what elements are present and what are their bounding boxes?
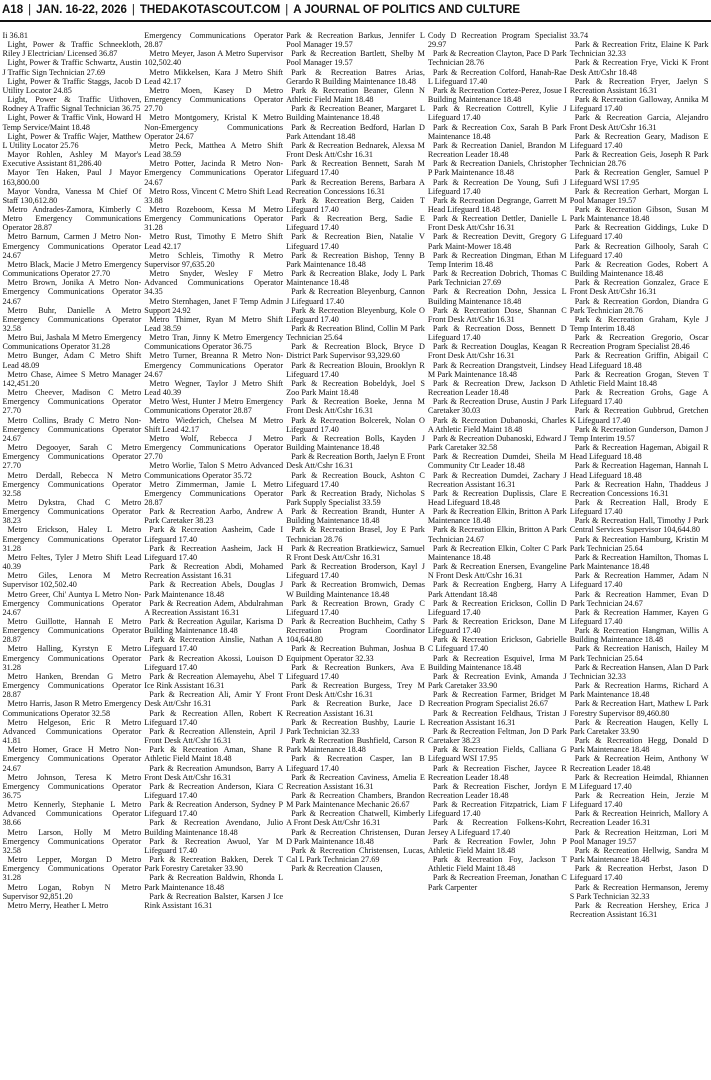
salary-entry: Park & Recreation Ali, Amir Y Front Desk Att/Cshr 16.31 <box>144 690 284 709</box>
salary-entry: Park & Recreation Anderson, Kiara C Lifeguard 17.40 <box>144 781 284 800</box>
masthead-separator: | <box>285 4 289 16</box>
salary-entry: Park & Recreation Hamburg, Kristin M Park Technician 25.64 <box>569 534 709 553</box>
salary-entry: Metro Black, Macie J Metro Emergency Communications Operator 27.70 <box>2 259 142 279</box>
salary-entry: Park & Recreation Graham, Kyle J Temp Interim 18.48 <box>569 314 709 333</box>
salary-entry: Park & Recreation Griffin, Abigail C Head Lifeguard 18.48 <box>569 351 709 370</box>
salary-entry: Metro Hanken, Brendan G Metro Emergency Communications Operator 28.87 <box>2 671 142 700</box>
salary-entry: Park & Recreation Brandt, Hunter A Building Maintenance 18.48 <box>286 507 425 526</box>
salary-entry: Light, Power & Traffic Wajer, Matthew L Utility Locator 25.76 <box>2 131 142 150</box>
salary-entry: Park & Recreation Chatwell, Kimberly A Front Desk Att/Cshr 16.31 <box>286 809 425 828</box>
salary-entry: Park & Recreation Ainslie, Nathan A Lifeguard 17.40 <box>144 635 284 654</box>
salary-entry: Park & Recreation Clayton, Pace D Park Technician 28.76 <box>427 49 567 68</box>
salary-entry: Metro Buhr, Danielle A Metro Emergency Communications Operator 32.58 <box>2 305 142 333</box>
salary-entry: Metro Barnum, Carmen J Metro Non-Emergency Communications Operator 24.67 <box>2 232 142 260</box>
issue-dates: JAN. 16-22, 2026 <box>36 4 127 16</box>
salary-entry: Park & Recreation Gonzalez, Grace E Front Desk Att/Cshr 16.31 <box>569 278 709 297</box>
salary-entry: Park & Recreation Abdi, Mohamed Recreation Assistant 16.31 <box>144 562 284 581</box>
salary-entry: Park & Recreation Awuol, Yar M Lifeguard 17.40 <box>144 836 284 855</box>
salary-entry: Park & Recreation Daniel, Brandon M Recreation Leader 18.48 <box>427 140 567 160</box>
salary-entry: Metro Brown, Jonika A Metro Non-Emergency Communications Operator 24.67 <box>2 278 142 306</box>
salary-entry: Metro Andrades-Zamora, Kimberly C Metro Emergency Communications Operator 28.87 <box>2 204 142 233</box>
salary-entry: Park & Recreation Bratkiewicz, Samuel R Front Desk Att/Cshr 16.31 <box>286 543 425 562</box>
salary-entry: Metro Schleis, Timothy R Metro Supervisor 97,635.20 <box>144 250 284 269</box>
salary-entry: Metro Wiederich, Chelsea M Metro Shift Lead 42.17 <box>144 415 284 434</box>
salary-entry: Park & Recreation Chambers, Brandon M Park Maintenance Mechanic 26.67 <box>286 790 425 810</box>
salary-entry: Park & Recreation Dubanoski, Edward J Park Caretaker 32.58 <box>427 433 567 453</box>
salary-entry: Metro Turner, Breanna R Metro Non-Emergency Communications Operator 24.67 <box>144 351 284 379</box>
salary-entry: Park & Recreation Beaner, Glenn N Athletic Field Maint 18.48 <box>286 85 425 105</box>
salary-entry: Park & Recreation Hamilton, Thomas L Park Maintenance 18.48 <box>569 552 709 572</box>
salary-entry: Park & Recreation Herbst, Jason D Lifeguard 17.40 <box>569 864 709 883</box>
salary-entry: Park & Recreation Bien, Natalie V Lifeguard 17.40 <box>286 232 425 251</box>
salary-entry: Metro Lepper, Morgan D Metro Emergency Communications Operator 31.28 <box>2 855 142 883</box>
text-column <box>143 31 285 1080</box>
salary-entry: Park & Recreation Berens, Barbara A Recreation Concessions 16.31 <box>286 177 425 196</box>
salary-entry: Park & Recreation Colford, Hanah-Rae L Lifeguard 17.40 <box>427 67 567 86</box>
salary-entry: Light, Power & Traffic Staggs, Jacob D Utility Locator 24.85 <box>2 76 142 95</box>
salary-entry: Park & Recreation Bunkers, Ava E Lifeguard 17.40 <box>286 662 425 681</box>
salary-entry: Park & Recreation Gunderson, Damon J Temp Interim 19.57 <box>569 424 709 443</box>
salary-entry: Park & Recreation Hansen, Alan D Park Technician 32.33 <box>569 662 709 681</box>
salary-entry: Park & Recreation Cortez-Perez, Josue I Building Maintenance 18.48 <box>427 85 567 105</box>
masthead-separator: | <box>28 4 32 16</box>
salary-entry: Metro Harris, Jason R Metro Emergency Communications Operator 32.58 <box>2 699 142 718</box>
salary-entry: Metro Collins, Brady C Metro Non-Emergency Communications Operator 24.67 <box>2 415 142 443</box>
salary-entry: Park & Recreation Avendano, Julio Building Maintenance 18.48 <box>144 818 284 837</box>
salary-entry: Park & Recreation Grohs, Gage A Lifeguard 17.40 <box>569 388 709 407</box>
salary-entry: Park & Recreation Dobrich, Thomas C Park Technician 27.69 <box>427 269 567 288</box>
salary-entry: Metro Derdall, Rebecca N Metro Emergency Communications Operator 32.58 <box>2 470 142 498</box>
salary-entry: Metro Homer, Grace H Metro Non-Emergency Communications Operator 24.67 <box>2 745 142 773</box>
salary-entry: Park & Recreation Barkus, Jennifer L Pool Manager 19.57 <box>286 31 425 50</box>
salary-entry: Park & Recreation Aasheim, Cade I Lifeguard 17.40 <box>144 525 284 544</box>
salary-entry: Park & Recreation Clausen, <box>291 864 383 874</box>
salary-entry: Park & Recreation Gordon, Diandra G Park Technician 28.76 <box>569 296 709 315</box>
salary-entry: Park & Recreation Blind, Collin M Park Technician 25.64 <box>286 324 425 343</box>
salary-entry: Park & Recreation Degrange, Garrett M Head Lifeguard 18.48 <box>427 195 567 214</box>
salary-entry: Park & Recreation Gerhart, Morgan L Pool Manager 19.57 <box>569 186 709 205</box>
salary-entry: Park & Recreation Hein, Jerzie M Lifeguard 17.40 <box>569 790 709 810</box>
publication-name: THEDAKOTASCOUT.COM <box>139 4 281 16</box>
salary-entry: Park & Recreation Drangstveit, Lindsey M Park Maintenance 18.48 <box>427 360 567 379</box>
salary-entry: Park & Recreation Engberg, Harry A Park Attendant 18.48 <box>427 580 567 599</box>
salary-entry: Park & Recreation Balster, Karsen J Ice Rink Assistant 16.31 <box>144 891 284 910</box>
salary-entry: Metro Kennerly, Stephanie L Metro Advanced Communications Operator 38.66 <box>2 800 142 828</box>
salary-entry: Park & Recreation Dingman, Ethan M Temp Interim 18.48 <box>427 250 567 269</box>
salary-entry: Park & Recreation Bolcerek, Nolan O Lifeguard 17.40 <box>286 415 425 434</box>
salary-entry: Metro Potter, Jacinda R Metro Non-Emergency Communications Operator 24.67 <box>144 159 284 187</box>
salary-entry: 33.74 <box>569 31 589 40</box>
salary-entry: Park & Recreation Haugen, Kelly L Park Caretaker 33.90 <box>569 717 709 736</box>
salary-entry: Park & Recreation Bolls, Kayden J Building Maintenance 18.48 <box>286 433 425 453</box>
salary-entry: Park & Recreation Beaner, Margaret L Building Maintenance 18.48 <box>286 104 425 123</box>
salary-entry: Park & Recreation Foy, Jackson T Athletic Field Maint 18.48 <box>427 855 567 874</box>
salary-entry: Light, Power & Traffic Schwartz, Austin J Traffic Sign Technician 27.69 <box>2 58 142 77</box>
salary-entry: Park & Recreation Bishop, Tenny B Park Maintenance 18.48 <box>286 250 425 269</box>
salary-entry: Park & Recreation Grogan, Steven T Athletic Field Maint 18.48 <box>569 369 709 388</box>
salary-listing <box>1 31 710 1080</box>
salary-entry: Park & Recreation Enersen, Evangeline N Front Desk Att/Cshr 16.31 <box>427 562 567 581</box>
salary-entry: Park & Recreation Borth, Jaelyn E Front Desk Att/Cshr 16.31 <box>286 452 425 471</box>
salary-entry: Park & Recreation Bakken, Derek T Park Forestry Caretaker 33.90 <box>144 855 284 874</box>
salary-entry: Park & Recreation Broderson, Kayl J Lifeguard 17.40 <box>286 562 425 581</box>
salary-entry: Metro Rust, Timothy E Metro Shift Lead 42.17 <box>144 232 284 251</box>
salary-entry: Metro Wolf, Rebecca J Metro Emergency Communications Operator 27.70 <box>144 433 284 462</box>
salary-entry: Metro Bui, Jashala M Metro Emergency Communications Operator 31.28 <box>2 333 142 352</box>
salary-entry: Cody D Recreation Program Specialist 29.97 <box>427 31 567 50</box>
salary-entry: Park & Recreation Block, Bryce D District Park Supervisor 93,329.60 <box>286 342 425 361</box>
salary-entry: Park & Recreation Cottrell, Kylie J Lifeguard 17.40 <box>427 104 567 123</box>
salary-entry: Park & Recreation Farmer, Bridget M Recreation Program Specialist 26.67 <box>427 690 567 709</box>
salary-entry: Park & Recreation Duplissis, Clare E Head Lifeguard 18.48 <box>427 488 567 507</box>
salary-entry: Metro Peck, Matthea A Metro Shift Lead 38.59 <box>144 140 284 160</box>
salary-entry: Park & Recreation Brasel, Joy E Park Technician 28.76 <box>286 525 425 544</box>
salary-entry: Park & Recreation Gengler, Samuel P Lifeguard WSI 17.95 <box>569 168 709 187</box>
salary-entry: Park & Recreation Bromwich, Demas W Building Maintenance 18.48 <box>286 580 425 599</box>
salary-entry: Metro Tran, Jinny K Metro Emergency Communications Operator 36.75 <box>144 333 284 352</box>
salary-entry: Park & Recreation Bennett, Sarah M Lifeguard 17.40 <box>286 159 425 178</box>
salary-entry: Park & Recreation Abels, Douglas J Park Maintenance 18.48 <box>144 580 284 599</box>
salary-entry: Metro Mikkelsen, Kara J Metro Shift Lead 42.17 <box>144 67 284 86</box>
salary-entry: Emergency Communications Operator 28.87 <box>144 31 284 50</box>
masthead <box>0 0 711 22</box>
salary-entry: Metro Montgomery, Kristal K Metro Non-Emergency Communications Operator 24.67 <box>144 113 284 141</box>
salary-entry: Metro Wegner, Taylor J Metro Shift Lead 40.39 <box>144 378 284 398</box>
salary-entry: Park & Recreation Heitzman, Lori M Pool Manager 19.57 <box>569 827 709 846</box>
salary-entry: Park & Recreation Folkens-Kohrt, Jersey A Lifeguard 17.40 <box>427 818 567 837</box>
salary-entry: Park & Recreation Dettler, Danielle L Front Desk Att/Cshr 16.31 <box>427 214 567 233</box>
salary-entry: Park & Recreation Fields, Calliana G Lifeguard WSI 17.95 <box>427 745 567 764</box>
salary-entry: Light, Power & Traffic Vink, Howard H Temp Service/Maint 18.48 <box>2 113 142 132</box>
salary-entry: Metro Snyder, Wesley F Metro Advanced Communications Operator 34.35 <box>144 269 284 297</box>
salary-entry: Park & Recreation Bobeldyk, Joel S Zoo Park Maint 18.48 <box>286 378 425 398</box>
salary-entry: Park & Recreation Esquivel, Irma M Building Maintenance 18.48 <box>427 653 567 672</box>
salary-entry: Light, Power & Traffic Uithoven, Rodney A Traffic Signal Technician 36.75 <box>2 95 142 114</box>
salary-entry: Park & Recreation Allenstein, April J Front Desk Att/Cshr 16.31 <box>144 726 284 746</box>
salary-entry: Park & Recreation Hageman, Abigail R Head Lifeguard 18.48 <box>569 443 709 462</box>
salary-entry: Metro Johnson, Teresa K Metro Emergency Communications Operator 36.75 <box>2 772 142 800</box>
salary-entry: Park & Recreation Christensen, Duran D Park Maintenance 18.48 <box>286 827 425 846</box>
salary-entry: Metro Meyer, Jason A Metro Supervisor 102,502.40 <box>144 49 284 68</box>
salary-entry: Metro Halling, Kyrstyn E Metro Emergency Communications Operator 31.28 <box>2 644 142 672</box>
salary-entry: Metro Rozeboom, Kessa M Metro Emergency Communications Operator 31.28 <box>144 204 284 233</box>
salary-entry: Park & Recreation Hammer, Evan D Park Technician 24.67 <box>569 589 709 608</box>
salary-entry: Park & Recreation Brown, Grady C Lifeguard 17.40 <box>286 598 425 617</box>
salary-entry: Park & Recreation Fowler, John P Athletic Field Maint 18.48 <box>427 836 567 855</box>
salary-entry: Metro Greer, Chi' Auntya L Metro Non-Emergency Communications Operator 24.67 <box>2 589 142 617</box>
salary-entry: Park & Recreation Bouck, Ashton C Lifeguard 17.40 <box>286 470 425 489</box>
salary-entry: Metro Helgeson, Eric R Metro Advanced Communications Operator 41.81 <box>2 717 142 746</box>
salary-entry: Park & Recreation Harms, Richard A Park Maintenance 18.48 <box>569 681 709 700</box>
salary-entry: Park & Recreation Heimdal, Rhiannen M Lifeguard 17.40 <box>569 772 709 791</box>
salary-entry: Park & Recreation Blouin, Brooklyn R Lifeguard 17.40 <box>286 360 425 379</box>
salary-entry: Park & Recreation Alemayehu, Abel T Ice Rink Assistant 16.31 <box>144 671 284 691</box>
salary-entry: Park & Recreation Dubanoski, Charles A Athletic Field Maint 18.48 <box>427 415 567 434</box>
salary-entry: Park & Recreation Bleyenburg, Kole O Lifeguard 17.40 <box>286 305 425 324</box>
salary-entry: Park & Recreation Bleyenburg, Cannon J Lifeguard 17.40 <box>286 287 425 306</box>
salary-entry: Park & Recreation Heim, Anthony W Recreation Leader 18.48 <box>569 754 709 773</box>
salary-entry: Park & Recreation Erickson, Dane M Lifeguard 17.40 <box>427 617 567 636</box>
salary-entry: Park & Recreation Bartlett, Shelby M Pool Manager 19.57 <box>286 49 425 68</box>
salary-entry: Metro Moen, Kasey D Metro Emergency Communications Operator 27.70 <box>144 85 284 114</box>
salary-entry: Park & Recreation Fryer, Jaelyn S Recreation Assistant 16.31 <box>569 76 709 95</box>
salary-entry: Park & Recreation Hermanson, Jeremy S Park Technician 32.33 <box>569 882 709 901</box>
salary-entry: Park & Recreation Anderson, Sydney P Lifeguard 17.40 <box>144 800 284 819</box>
salary-entry: Park & Recreation Giddings, Luke D Lifeguard 17.40 <box>569 223 709 242</box>
salary-entry: Park & Recreation Bushby, Laurie L Park Technician 32.33 <box>286 717 425 736</box>
salary-entry: Metro Sternhagen, Janet F Temp Admin Support 24.92 <box>144 296 284 315</box>
salary-entry: Park & Recreation Galloway, Annika M Lifeguard 17.40 <box>569 95 709 114</box>
salary-entry: Park & Recreation Heinrich, Mallory A Recreation Leader 16.31 <box>569 809 709 828</box>
salary-entry: Park & Recreation Allen, Robert K Lifeguard 17.40 <box>144 708 284 727</box>
salary-entry: Park & Recreation Godes, Robert A Building Maintenance 18.48 <box>569 259 709 279</box>
salary-entry: Metro Erickson, Haley L Metro Emergency Communications Operator 31.28 <box>2 525 142 553</box>
salary-entry: Park & Recreation Dumdei, Zachary J Recreation Assistant 16.31 <box>427 470 567 489</box>
salary-entry: Park & Recreation Christensen, Lucas, Cal L Park Technician 27.69 <box>286 845 425 865</box>
salary-entry: Park & Recreation Frye, Vicki K Front Desk Att/Cshr 18.48 <box>569 58 709 77</box>
salary-entry: Metro Zimmerman, Jamie L Metro Emergency Communications Operator 28.87 <box>144 479 284 507</box>
masthead-separator: | <box>131 4 135 16</box>
salary-entry: Metro Worlie, Talon S Metro Advanced Communications Operator 35.72 <box>144 461 284 480</box>
salary-entry: Park & Recreation Geis, Joseph R Park Technician 28.76 <box>569 150 709 169</box>
salary-entry: Park & Recreation Doss, Bennett D Lifeguard 17.40 <box>427 324 567 343</box>
salary-entry: Park & Recreation Hammer, Kayen G Lifeguard 17.40 <box>569 607 709 626</box>
salary-entry: Park & Recreation Batres Arias, Gerardo R Building Maintenance 18.48 <box>286 67 425 86</box>
salary-entry: Park & Recreation Baldwin, Rhonda L Park Maintenance 18.48 <box>144 873 284 892</box>
salary-entry: Park & Recreation Hellwig, Sandra M Park Maintenance 18.48 <box>569 845 709 865</box>
salary-entry: Park & Recreation Fitzpatrick, Liam F Lifeguard 17.40 <box>427 800 567 819</box>
salary-entry: Park & Recreation Aman, Shane R Athletic Field Maint 18.48 <box>144 745 284 764</box>
salary-entry: Park & Recreation Hegg, Donald D Park Maintenance 18.48 <box>569 736 709 755</box>
salary-entry: Park & Recreation Amundson, Barry A Front Desk Att/Cshr 16.31 <box>144 763 284 782</box>
salary-entry: Metro Thimer, Ryan M Metro Shift Lead 38.59 <box>144 314 284 333</box>
salary-entry: Metro Larson, Holly M Metro Emergency Communications Operator 32.58 <box>2 827 142 855</box>
salary-entry: Park & Recreation Druse, Austin J Park Caretaker 30.03 <box>427 397 567 416</box>
salary-entry: Park & Recreation Bedford, Harlan D Park Attendant 18.48 <box>286 122 425 141</box>
publication-tagline: A JOURNAL OF POLITICS AND CULTURE <box>293 4 521 16</box>
salary-entry: Park & Recreation Blake, Jody L Park Maintenance 18.48 <box>286 269 425 288</box>
salary-entry: Park & Recreation Elkin, Britton A Park Maintenance 18.48 <box>427 507 567 526</box>
salary-entry: Park & Recreation Freeman, Jonathan C Park Carpenter <box>427 873 567 892</box>
salary-entry: Park & Recreation Hershey, Erica J Recreation Assistant 16.31 <box>569 900 709 919</box>
salary-entry: Park & Recreation Dumdei, Sheila M Community Ctr Leader 18.48 <box>427 452 567 471</box>
salary-entry: Park & Recreation Aasheim, Jack H Lifeguard 17.40 <box>144 543 284 562</box>
salary-entry: Mayor Rohlen, Ashley M Mayor's Executive Assistant 81,286.40 <box>2 150 142 169</box>
salary-entry: Metro West, Hunter J Metro Emergency Communications Operator 28.87 <box>144 397 284 416</box>
salary-entry: Park & Recreation Brady, Nicholas S Park Supply Specialist 33.59 <box>286 488 425 507</box>
salary-entry: Park & Recreation Erickson, Gabrielle C Lifeguard 17.40 <box>427 635 567 654</box>
salary-entry: Park & Recreation Fritz, Elaine K Park Technician 32.33 <box>569 40 709 59</box>
salary-entry: Park & Recreation Elkin, Britton A Park Technician 24.67 <box>427 525 567 544</box>
text-column <box>1 31 143 1080</box>
salary-entry: Metro Dykstra, Chad C Metro Emergency Communications Operator 38.23 <box>2 497 142 526</box>
salary-entry: Metro Feltes, Tyler J Metro Shift Lead 40.39 <box>2 552 142 572</box>
salary-entry: Park & Recreation Hall, Timothy J Park Central Services Supervisor 104,644.80 <box>569 516 709 535</box>
salary-entry: Park & Recreation Aarbo, Andrew A Park Caretaker 38.23 <box>144 507 284 526</box>
salary-entry: Park & Recreation Garcia, Alejandro Front Desk Att/Cshr 16.31 <box>569 113 709 132</box>
salary-entry: Park & Recreation Hart, Mathew L Park Forestry Supervisor 89,460.80 <box>569 699 709 718</box>
salary-entry: Park & Recreation Gubbrud, Gretchen K Lifeguard 17.40 <box>569 406 709 425</box>
salary-entry: Metro Chase, Aimee S Metro Manager 142,451.20 <box>2 369 142 388</box>
salary-entry: Metro Bunger, Adam C Metro Shift Lead 48.09 <box>2 351 142 370</box>
salary-entry: Park & Recreation Hanisch, Hailey M Park Technician 25.64 <box>569 644 709 663</box>
salary-entry: Light, Power & Traffic Schneekloth, Riley J Electrician/ Licensed 36.87 <box>2 40 142 59</box>
salary-entry: Park & Recreation Drew, Jackson D Recreation Leader 18.48 <box>427 378 567 398</box>
salary-entry: Metro Guillotte, Hannah E Metro Emergency Communications Operator 28.87 <box>2 617 142 645</box>
salary-entry: Park & Recreation Bushfield, Carson R Park Maintenance 18.48 <box>286 736 425 755</box>
text-column <box>568 31 710 1080</box>
salary-entry: Mayor Vondra, Vanessa M Chief Of Staff 130,612.80 <box>2 186 142 205</box>
salary-entry: Park & Recreation Burke, Jace D Recreation Assistant 16.31 <box>286 699 425 718</box>
salary-entry: Park & Recreation Cox, Sarah B Park Maintenance 18.48 <box>427 122 567 141</box>
salary-entry: Metro Giles, Lenora M Metro Supervisor 102,502.40 <box>2 571 142 590</box>
salary-entry: Park & Recreation Gregorio, Oscar Recreation Program Specialist 28.46 <box>569 333 709 352</box>
salary-entry: Park & Recreation Hammer, Adam N Lifeguard 17.40 <box>569 571 709 590</box>
salary-entry: Park & Recreation Caviness, Amelia E Recreation Assistant 16.31 <box>286 772 425 791</box>
salary-entry: Park & Recreation Aguilar, Karisma D Building Maintenance 18.48 <box>144 617 284 636</box>
salary-entry: Park & Recreation Casper, Ian B Lifeguard 17.40 <box>286 754 425 773</box>
salary-entry: Metro Logan, Robyn N Metro Supervisor 92,851.20 <box>2 882 142 901</box>
text-column <box>285 31 427 1080</box>
salary-entry: Park & Recreation Akossi, Louison D Lifeguard 17.40 <box>144 653 284 672</box>
salary-entry: Park & Recreation Adem, Abdulrahman A Recreation Assistant 16.31 <box>144 598 284 617</box>
salary-entry: Park & Recreation Erickson, Collin D Lifeguard 17.40 <box>427 598 567 617</box>
salary-entry: Park & Recreation De Young, Sufi J Lifeguard 17.40 <box>427 177 567 196</box>
salary-entry: Park & Recreation Dose, Shannan C Front Desk Att/Cshr 16.31 <box>427 305 567 324</box>
salary-entry: Park & Recreation Hall, Brody E Lifeguard 17.40 <box>569 497 709 517</box>
salary-entry: Park & Recreation Burgess, Trey M Front Desk Att/Cshr 16.31 <box>286 681 425 700</box>
salary-entry: Park & Recreation Berg, Sadie E Lifeguard 17.40 <box>286 214 425 233</box>
salary-entry: Ii 36.81 <box>2 31 28 40</box>
salary-entry: Park & Recreation Berg, Caiden T Lifeguard 17.40 <box>286 195 425 214</box>
salary-entry: Park & Recreation Daniels, Christopher P Park Maintenance 18.48 <box>427 159 567 178</box>
salary-entry: Mayor Ten Haken, Paul J Mayor 163,800.00 <box>2 168 142 187</box>
salary-entry: Metro Cheever, Madison C Metro Emergency Communications Operator 27.70 <box>2 388 142 416</box>
salary-entry: Park & Recreation Gibson, Susan M Park Maintenance 18.48 <box>569 204 709 224</box>
page-number: A18 <box>2 4 24 16</box>
salary-entry: Park & Recreation Bednarek, Alexsa M Front Desk Att/Cshr 16.31 <box>286 140 425 160</box>
salary-entry: Park & Recreation Feldhaus, Tristan J Recreation Assistant 16.31 <box>427 708 567 727</box>
salary-entry: Park & Recreation Douglas, Keagan R Front Desk Att/Cshr 16.31 <box>427 342 567 361</box>
salary-entry: Metro Degooyer, Sarah C Metro Emergency Communications Operator 27.70 <box>2 443 142 471</box>
salary-entry: Park & Recreation Feltman, Jon D Park Caretaker 38.23 <box>427 726 567 746</box>
salary-entry: Park & Recreation Hahn, Thaddeus J Recreation Concessions 16.31 <box>569 479 709 498</box>
salary-entry: Park & Recreation Elkin, Colter C Park Maintenance 18.48 <box>427 543 567 562</box>
salary-entry: Park & Recreation Geary, Madison E Lifeguard 17.40 <box>569 131 709 150</box>
salary-entry: Park & Recreation Evink, Amanda J Park Caretaker 33.90 <box>427 671 567 691</box>
salary-entry: Park & Recreation Boeke, Jenna M Front Desk Att/Cshr 16.31 <box>286 397 425 416</box>
salary-entry: Park & Recreation Dohn, Jessica L Building Maintenance 18.48 <box>427 287 567 306</box>
salary-entry: Park & Recreation Buchheim, Cathy S Recreation Program Coordinator 104,644.80 <box>286 617 425 645</box>
salary-entry: Park & Recreation Fischer, Jordyn E Recreation Leader 18.48 <box>427 781 567 800</box>
salary-entry: Park & Recreation Fischer, Jaycee R Recreation Leader 18.48 <box>427 763 567 782</box>
salary-entry: Metro Merry, Heather L Metro <box>7 900 109 910</box>
salary-entry: Park & Recreation Devitt, Gregory G Park Maint-Mower 18.48 <box>427 232 567 251</box>
salary-entry: Park & Recreation Hageman, Hannah L Head Lifeguard 18.48 <box>569 461 709 480</box>
salary-entry: Metro Ross, Vincent C Metro Shift Lead 33.88 <box>144 186 284 205</box>
salary-entry: Park & Recreation Hangman, Willis A Building Maintenance 18.48 <box>569 626 709 645</box>
salary-entry: Park & Recreation Gilhooly, Sarah C Lifeguard 17.40 <box>569 241 709 260</box>
salary-entry: Park & Recreation Buhman, Joshua B Equipment Operator 32.33 <box>286 644 425 663</box>
text-column <box>426 31 568 1080</box>
